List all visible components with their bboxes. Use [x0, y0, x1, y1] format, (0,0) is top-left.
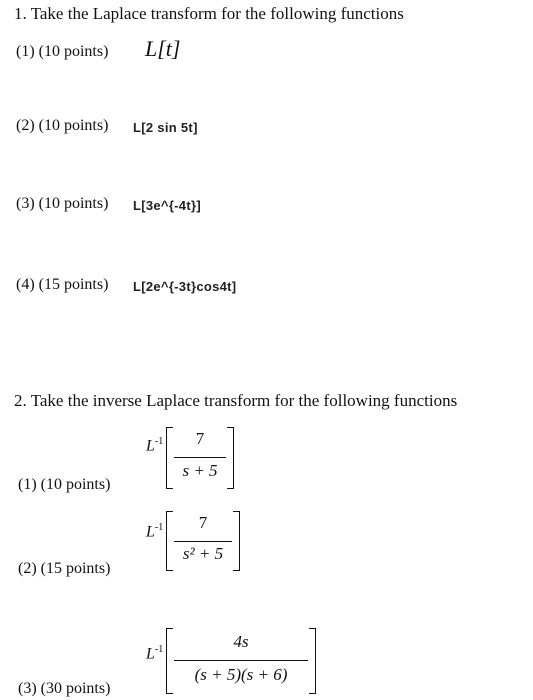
q2-item-2-denominator: s² + 5: [182, 544, 224, 563]
q2-item-3-label: (3) (30 points): [18, 680, 111, 697]
q2-item-2-fraction: [166, 511, 240, 571]
q2-item-3-fraction: [166, 628, 316, 694]
q1-item-3-expression: L[3e^{-4t}]: [133, 198, 201, 213]
question-1-heading: 1. Take the Laplace transform for the following functions: [14, 4, 404, 23]
q2-item-2-numerator: 7: [198, 513, 208, 532]
q2-item-3-operator: $L^{-1}$: [146, 644, 164, 663]
q1-item-1-label: (1) (10 points): [16, 43, 109, 60]
q1-item-1-expression: L[t]: [145, 36, 181, 61]
q2-item-1-label: (1) (10 points): [18, 476, 111, 493]
q1-item-4-label: (4) (15 points): [16, 276, 109, 293]
q2-item-1-numerator: 7: [195, 429, 205, 448]
q2-item-3-denominator: (s + 5)(s + 6): [194, 665, 288, 684]
q1-item-2-expression: L[2 sin 5t]: [133, 120, 198, 135]
q2-item-2-label: (2) (15 points): [18, 560, 111, 577]
question-2-heading: 2. Take the inverse Laplace transform for the following functions: [14, 391, 458, 410]
q2-item-2-operator: $L^{-1}$: [146, 522, 164, 541]
q2-item-1-denominator: s + 5: [182, 461, 218, 480]
q2-item-1-fraction: [166, 427, 234, 489]
q2-item-1-operator: $L^{-1}$: [146, 436, 164, 455]
q1-item-4-expression: L[2e^{-3t}cos4t]: [133, 279, 237, 294]
q1-item-2-label: (2) (10 points): [16, 117, 109, 134]
q1-item-3-label: (3) (10 points): [16, 195, 109, 212]
q2-item-3-numerator: 4s: [233, 632, 249, 651]
